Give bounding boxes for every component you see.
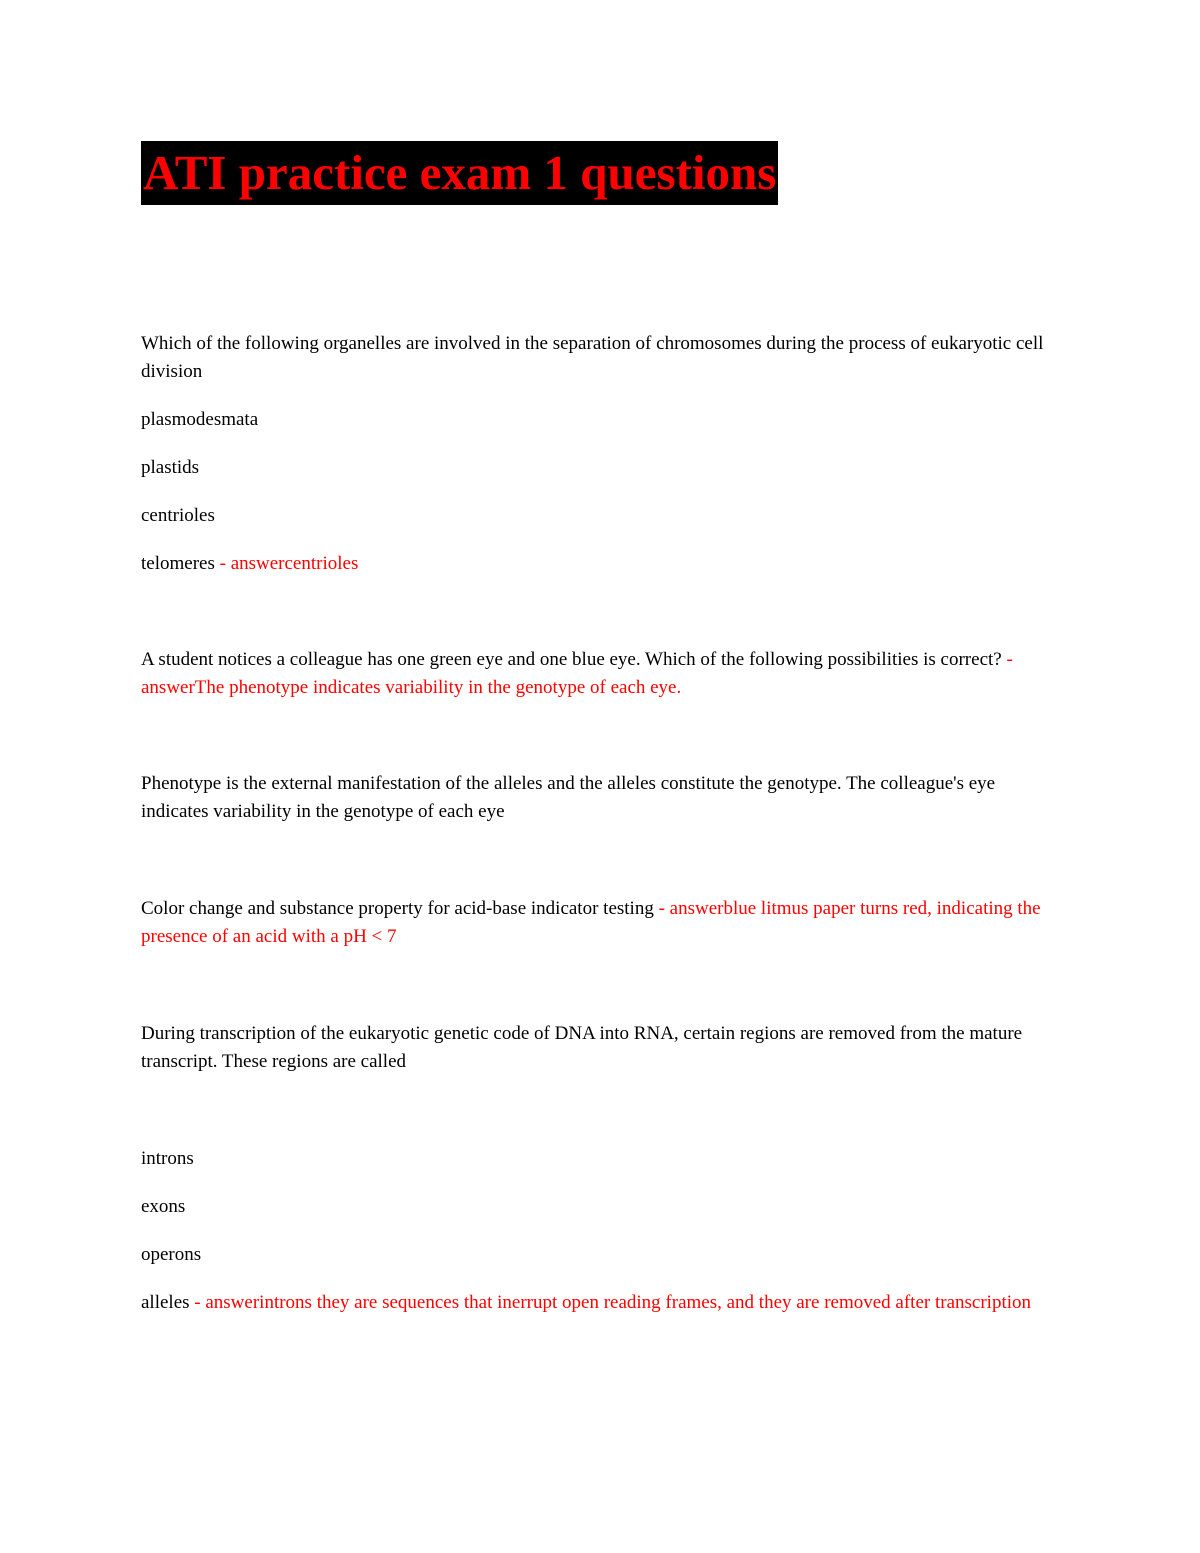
question-4-text: During transcription of the eukaryotic genetic code of DNA into RNA, certain regions are removed from the mature transcript. These regions are called xyxy=(141,1023,1023,1072)
question-2-answer: answerThe phenotype indicates variability in the genotype of each eye. xyxy=(141,677,682,698)
question-1-text: Which of the following organelles are involved in the separation of chromosomes during the process of eukaryotic cell division xyxy=(141,333,1044,382)
question-1-option-2: plastids xyxy=(141,457,200,478)
question-4-answer: answerintrons they are sequences that inerrupt open reading frames, and they are removed after transcription xyxy=(205,1292,1031,1313)
question-3-answer: answerblue litmus paper turns red, indicating the presence of an acid with a pH < 7 xyxy=(141,898,1041,947)
question-1-option-3: centrioles xyxy=(141,505,215,526)
question-1-option-4-line xyxy=(141,550,1061,578)
question-4-option-1: introns xyxy=(141,1148,194,1169)
question-3-separator: - xyxy=(653,898,670,919)
question-3-text: Color change and substance property for acid-base indicator testing xyxy=(141,898,654,919)
question-4-separator: - xyxy=(189,1292,206,1313)
question-4-option-2: exons xyxy=(141,1196,186,1217)
question-1-separator: - xyxy=(214,553,231,574)
question-2-separator: - xyxy=(1001,649,1013,670)
question-1-option-4: telomeres xyxy=(141,553,215,574)
document-title: ATI practice exam 1 questions xyxy=(141,141,778,205)
question-2-block xyxy=(141,646,1061,702)
question-3-block xyxy=(141,895,1061,951)
question-2-text: A student notices a colleague has one green eye and one blue eye. Which of the following possibilities is correct? xyxy=(141,649,1002,670)
question-4-option-4: alleles xyxy=(141,1292,190,1313)
explanation-note: Phenotype is the external manifestation of the alleles and the alleles constitute the genotype. The colleague's eye indicates variability in the genotype of each eye xyxy=(141,773,996,822)
question-4-option-3: operons xyxy=(141,1244,202,1265)
question-1-answer: answercentrioles xyxy=(230,553,359,574)
question-4-option-4-line xyxy=(141,1289,1061,1317)
question-1-option-1: plasmodesmata xyxy=(141,409,259,430)
